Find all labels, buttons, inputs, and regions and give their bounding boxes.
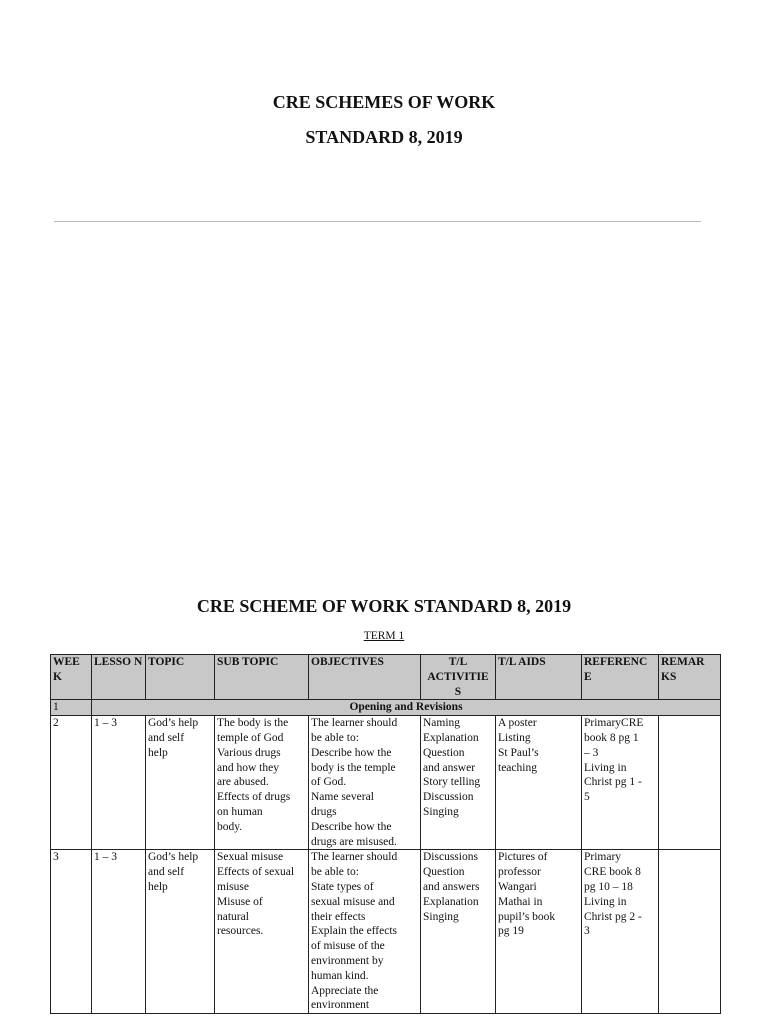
cell-subtopic-line: resources. [217, 925, 264, 938]
cell-subtopic-line: natural [217, 910, 249, 923]
cell-activities-line: Singing [423, 910, 459, 923]
header-week: WEE K [51, 655, 92, 700]
cell-topic-line: and self [148, 731, 185, 744]
cell-activities [421, 716, 496, 850]
cell-objectives [309, 716, 421, 850]
cell-objectives-line: environment by [311, 954, 384, 967]
header-activities: T/L ACTIVITIE S [421, 655, 496, 700]
cell-subtopic-line: on human [217, 805, 263, 818]
cell-lesson: 1 – 3 [92, 716, 146, 850]
cell-aids-line: pg 19 [498, 925, 524, 938]
section-week: 1 [51, 700, 92, 716]
header-lesson: LESSO N [92, 655, 146, 700]
cell-activities-line: Singing [423, 805, 459, 818]
cell-reference-line: Christ pg 2 - [584, 910, 642, 923]
cell-reference [582, 716, 659, 850]
cell-topic [146, 850, 215, 1014]
header-topic: TOPIC [146, 655, 215, 700]
cell-activities-line: Discussions [423, 851, 478, 864]
cell-objectives-line: be able to: [311, 866, 359, 879]
cell-reference [582, 850, 659, 1014]
term-label: TERM 1 [363, 630, 405, 642]
cell-topic-line: help [148, 880, 168, 893]
cell-subtopic-line: body. [217, 820, 243, 833]
cell-reference-line: Living in [584, 761, 627, 774]
cell-aids-line: Pictures of [498, 851, 548, 864]
cell-reference-line: Living in [584, 895, 627, 908]
cell-topic-line: help [148, 746, 168, 759]
cell-topic [146, 716, 215, 850]
cover-title: CRE SCHEMES OF WORK [272, 92, 496, 112]
cell-reference-line: Christ pg 1 - [584, 776, 642, 789]
cell-activities-line: Discussion [423, 791, 474, 804]
cell-subtopic-line: misuse [217, 880, 249, 893]
cell-activities-line: Naming [423, 717, 461, 730]
cell-objectives-line: The learner should [311, 717, 398, 730]
cell-subtopic-line: temple of God [217, 731, 284, 744]
cell-objectives-line: State types of [311, 880, 374, 893]
document-title: CRE SCHEME OF WORK STANDARD 8, 2019 [196, 596, 572, 616]
cell-objectives-line: Describe how the [311, 746, 392, 759]
cell-reference-line: Primary [584, 851, 622, 864]
cell-reference-line: book 8 pg 1 [584, 731, 639, 744]
cover-subtitle: STANDARD 8, 2019 [305, 127, 463, 147]
cell-reference-line: 5 [584, 791, 590, 804]
cell-subtopic-line: Various drugs [217, 746, 281, 759]
cell-aids-line: Listing [498, 731, 531, 744]
cell-activities-line: Question [423, 746, 465, 759]
cell-activities-line: Explanation [423, 895, 479, 908]
cell-objectives-line: their effects [311, 910, 366, 923]
header-subtopic: SUB TOPIC [215, 655, 309, 700]
cell-reference-line: pg 10 – 18 [584, 880, 633, 893]
header-aids: T/L AIDS [496, 655, 582, 700]
cell-aids-line: Mathai in [498, 895, 543, 908]
cell-aids-line: professor [498, 866, 541, 879]
cell-objectives [309, 850, 421, 1014]
cell-week: 3 [51, 850, 92, 1014]
cell-objectives-line: of God. [311, 776, 347, 789]
scheme-of-work-table [50, 654, 721, 1014]
cell-subtopic [215, 850, 309, 1014]
cell-reference-line: PrimaryCRE [584, 717, 644, 730]
cell-subtopic-line: are abused. [217, 776, 269, 789]
cell-reference-line: 3 [584, 925, 590, 938]
page-divider [54, 221, 701, 222]
cell-aids-line: Wangari [498, 880, 537, 893]
table-header-row [51, 655, 721, 700]
cell-aids-line: St Paul’s [498, 746, 539, 759]
cell-subtopic [215, 716, 309, 850]
cell-objectives-line: be able to: [311, 731, 359, 744]
cell-remarks [659, 850, 721, 1014]
cell-lesson: 1 – 3 [92, 850, 146, 1014]
table-row [51, 850, 721, 1014]
cell-subtopic-line: Effects of drugs [217, 791, 291, 804]
cell-aids-line: A poster [498, 717, 537, 730]
cell-topic-line: God’s help [148, 717, 199, 730]
cell-subtopic-line: Misuse of [217, 895, 263, 908]
cell-aids-line: teaching [498, 761, 537, 774]
cell-subtopic-line: The body is the [217, 717, 289, 730]
cell-remarks [659, 716, 721, 850]
cell-activities [421, 850, 496, 1014]
header-remarks: REMAR KS [659, 655, 721, 700]
cell-activities-line: and answer [423, 761, 476, 774]
cell-aids [496, 716, 582, 850]
cell-objectives-line: The learner should [311, 851, 398, 864]
cell-objectives-line: Appreciate the [311, 984, 379, 997]
cell-objectives-line: environment [311, 999, 370, 1012]
cell-activities-line: Question [423, 866, 465, 879]
cell-objectives-line: of misuse of the [311, 940, 385, 953]
cell-reference-line: – 3 [584, 746, 599, 759]
cell-objectives-line: Describe how the [311, 820, 392, 833]
cell-objectives-line: human kind. [311, 969, 369, 982]
header-reference: REFERENC E [582, 655, 659, 700]
cell-aids-line: pupil’s book [498, 910, 556, 923]
cell-objectives-line: Explain the effects [311, 925, 398, 938]
cell-objectives-line: drugs [311, 805, 337, 818]
cell-week: 2 [51, 716, 92, 850]
header-objectives: OBJECTIVES [309, 655, 421, 700]
section-label: Opening and Revisions [92, 700, 721, 716]
cell-objectives-line: Name several [311, 791, 374, 804]
cell-subtopic-line: Effects of sexual [217, 866, 295, 879]
cell-activities-line: Explanation [423, 731, 479, 744]
table-row [51, 716, 721, 850]
cell-topic-line: God’s help [148, 851, 199, 864]
cell-topic-line: and self [148, 866, 185, 879]
cell-subtopic-line: Sexual misuse [217, 851, 284, 864]
cell-activities-line: Story telling [423, 776, 481, 789]
cell-activities-line: and answers [423, 880, 480, 893]
section-row [51, 700, 721, 716]
cell-objectives-line: sexual misuse and [311, 895, 395, 908]
cell-aids [496, 850, 582, 1014]
cell-objectives-line: drugs are misused. [311, 835, 397, 848]
cell-subtopic-line: and how they [217, 761, 279, 774]
cell-reference-line: CRE book 8 [584, 866, 641, 879]
cell-objectives-line: body is the temple [311, 761, 396, 774]
